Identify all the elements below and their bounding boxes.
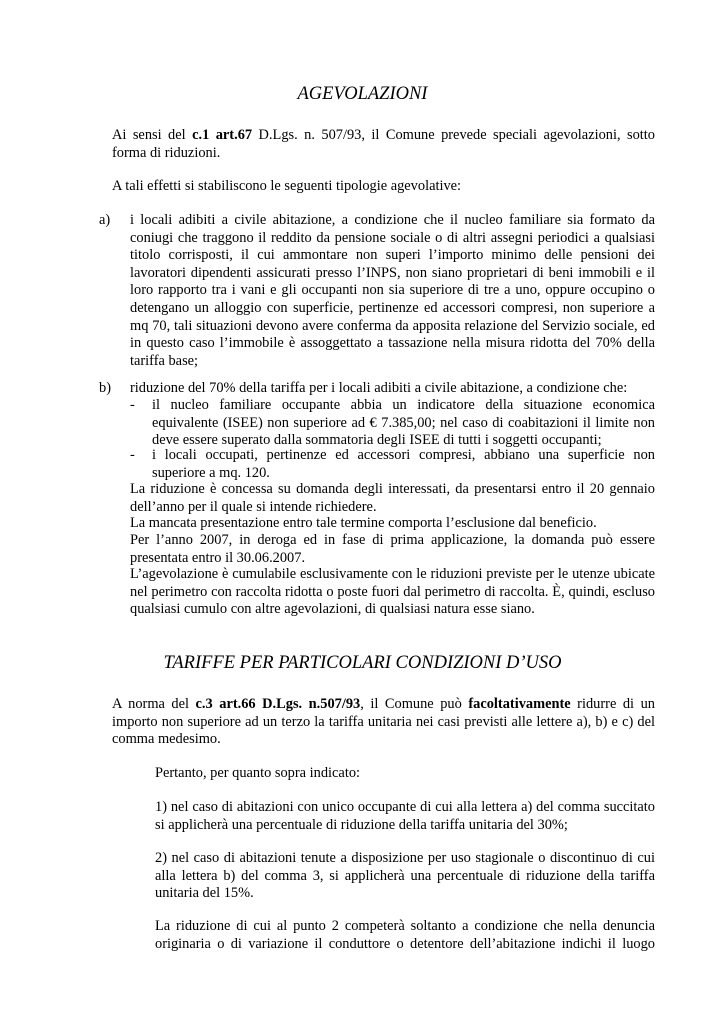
note-3: Per l’anno 2007, in deroga ed in fase di prima applicazione, la domanda può essere presentata entro il 30.06.2007. [130,532,655,566]
note-2: La mancata presentazione entro tale termine comporta l’esclusione dal beneficio. [130,515,597,531]
intro-reference: c.1 art.67 [192,127,253,143]
intro-paragraph: Ai sensi del c.1 art.67 D.Lgs. n. 507/93, il Comune prevede speciali agevolazioni, sotto forma di riduzioni. [112,127,655,161]
note-4: L’agevolazione è cumulabile esclusivamente con le riduzioni previste per le utenze ubicate nel perimetro con raccolta ridotta o poste fuori dal perimetro di raccolta. È, quindi, escluso qualsiasi cumulo con altre agevolazioni, di qualsiasi natura esse siano. [130,566,655,618]
subitem-2-dash: - [130,447,135,463]
norm-paragraph: A norma del c.3 art.66 D.Lgs. n.507/93, il Comune può facoltativamente ridurre di un importo non superiore ad un terzo la tariffa unitaria nei casi previsti alle lettere a), b) e c) del comma medesimo. [112,696,655,748]
pertanto-line: Pertanto, per quanto sopra indicato: [155,765,361,781]
heading-tariffe: TARIFFE PER PARTICOLARI CONDIZIONI D’USO [163,653,562,673]
subitem-1-text: il nucleo familiare occupante abbia un indicatore della situazione economica equivalente (ISEE) non superiore ad € 7.385,00; nel caso di coabitazioni il limite non deve essere superato dalla sommatoria degli ISEE di tutti i soggetti occupanti; [152,397,655,449]
final-paragraph: La riduzione di cui al punto 2 competerà soltanto a condizione che nella denuncia originaria o di variazione il conduttore o detentore dell’abitazione indichi il luogo [155,918,655,952]
subitem-1-dash: - [130,397,135,413]
heading-agevolazioni: AGEVOLAZIONI [297,84,428,104]
point-2: 2) nel caso di abitazioni tenute a disposizione per uso stagionale o discontinuo di cui alla lettera b) del comma 3, si applicherà una percentuale di riduzione della tariffa unitaria del 15%. [155,850,655,902]
norm-emphasis: facoltativamente [468,696,571,712]
point-1: 1) nel caso di abitazioni con unico occupante di cui alla lettera a) del comma succitato si applicherà una percentuale di riduzione della tariffa unitaria del 30%; [155,799,655,833]
item-a-label: a) [99,212,111,228]
item-a-text: i locali adibiti a civile abitazione, a condizione che il nucleo familiare sia formato da coniugi che traggono il reddito da pensione sociale o di altri assegni periodici a qualsiasi titolo corrisposti, il cui ammontare non superi l’importo minimo delle pensioni dei lavoratori dipendenti assicurati presso l’INPS, non siano proprietari di beni immobili e il loro rapporto tra i vani e gli occupanti non sia superiore di tre a uno, oppure occupino o detengano un alloggio con superficie, pertinenze ed accessori compresi, non superiore a mq 70, tali situazioni devono avere conferma da apposita relazione del Servizio sociale, ed in questo caso l’immobile è assoggettato a tassazione nella misura ridotta del 70% della tariffa base; [130,212,655,369]
norm-reference: c.3 art.66 D.Lgs. n.507/93 [195,696,361,712]
subitem-2-text: i locali occupati, pertinenze ed accessori compresi, abbiano una superficie non superiore a mq. 120. [152,447,655,481]
types-intro: A tali effetti si stabiliscono le seguenti tipologie agevolative: [112,178,462,194]
item-b-text: riduzione del 70% della tariffa per i locali adibiti a civile abitazione, a condizione che: [130,380,628,396]
item-b-label: b) [99,380,111,396]
note-1: La riduzione è concessa su domanda degli interessati, da presentarsi entro il 20 gennaio dell’anno per il quale si intende richiedere. [130,481,655,515]
